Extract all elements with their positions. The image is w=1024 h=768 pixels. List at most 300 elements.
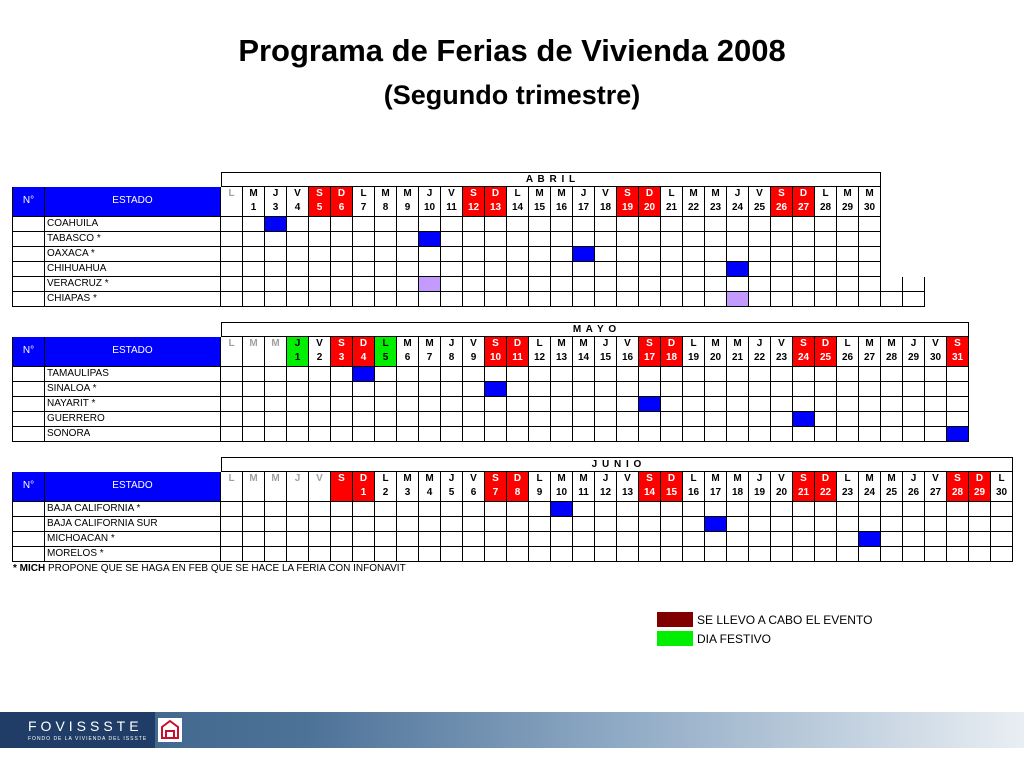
- day-cell: [771, 532, 793, 547]
- day-cell: [881, 502, 903, 517]
- day-cell: [507, 247, 529, 262]
- month-spacer: [12, 457, 221, 472]
- event-cell: [727, 262, 749, 277]
- day-cell: [661, 292, 683, 307]
- day-cell: [749, 292, 771, 307]
- day-cell: [419, 367, 441, 382]
- day-cell: [507, 232, 529, 247]
- day-number: 29: [973, 487, 986, 498]
- day-cell: [573, 532, 595, 547]
- day-cell: [771, 367, 793, 382]
- day-cell: [727, 232, 749, 247]
- day-cell: [265, 367, 287, 382]
- day-cell: [793, 382, 815, 397]
- day-cell: [551, 247, 573, 262]
- day-cell: [617, 382, 639, 397]
- day-cell: [595, 277, 617, 292]
- day-letter: V: [778, 473, 785, 484]
- day-letter: J: [602, 338, 609, 349]
- day-cell: [309, 502, 331, 517]
- day-header: [507, 337, 529, 367]
- day-cell: [925, 382, 947, 397]
- day-letter: S: [338, 338, 345, 349]
- day-number: 24: [731, 202, 744, 213]
- day-header: [551, 337, 573, 367]
- day-cell: [507, 382, 529, 397]
- day-header: [859, 472, 881, 502]
- day-cell: [793, 262, 815, 277]
- footnote-bold: * MICH: [13, 563, 46, 574]
- day-cell: [815, 397, 837, 412]
- row-num: [12, 292, 45, 307]
- day-number: 12: [533, 352, 546, 363]
- event-cell: [573, 247, 595, 262]
- day-letter: D: [513, 338, 522, 349]
- day-cell: [705, 382, 727, 397]
- day-header: [925, 337, 947, 367]
- day-cell: [837, 367, 859, 382]
- day-cell: [595, 247, 617, 262]
- day-cell: [397, 427, 419, 442]
- day-cell: [859, 502, 881, 517]
- day-letter: D: [359, 473, 368, 484]
- day-cell: [265, 547, 287, 562]
- day-number: 6: [404, 352, 411, 363]
- day-cell: [375, 292, 397, 307]
- day-cell: [287, 547, 309, 562]
- day-letter: V: [602, 188, 609, 199]
- day-cell: [573, 292, 595, 307]
- day-cell: [375, 367, 397, 382]
- day-number: 17: [643, 352, 656, 363]
- day-cell: [309, 412, 331, 427]
- day-cell: [529, 367, 551, 382]
- day-number: 22: [687, 202, 700, 213]
- day-header: [639, 187, 661, 217]
- day-cell: [925, 532, 947, 547]
- month-title: A B R I L: [221, 172, 881, 187]
- day-number: 16: [621, 352, 634, 363]
- day-cell: [529, 397, 551, 412]
- day-cell: [705, 247, 727, 262]
- day-cell: [881, 427, 903, 442]
- day-cell: [419, 547, 441, 562]
- day-header: [397, 472, 419, 502]
- day-cell: [837, 247, 859, 262]
- day-cell: [551, 532, 573, 547]
- day-cell: [837, 427, 859, 442]
- day-header: [353, 187, 375, 217]
- table-row: [12, 517, 1013, 532]
- day-cell: [903, 532, 925, 547]
- day-letter: L: [668, 188, 675, 199]
- day-letter: M: [557, 338, 566, 349]
- day-cell: [353, 247, 375, 262]
- day-letter: S: [492, 473, 499, 484]
- day-header: [287, 187, 309, 217]
- header-num: N°: [12, 187, 45, 217]
- day-cell: [331, 262, 353, 277]
- day-cell: [595, 427, 617, 442]
- day-letter: V: [624, 473, 631, 484]
- day-number: 26: [907, 487, 920, 498]
- day-cell: [441, 547, 463, 562]
- day-cell: [551, 367, 573, 382]
- event-cell: [859, 532, 881, 547]
- day-cell: [287, 292, 309, 307]
- day-number: 23: [841, 487, 854, 498]
- page-subtitle: (Segundo trimestre): [383, 80, 641, 110]
- day-number: 3: [338, 352, 345, 363]
- day-letter: J: [734, 188, 741, 199]
- day-number: 28: [819, 202, 832, 213]
- day-letter: M: [557, 473, 566, 484]
- day-cell: [287, 427, 309, 442]
- day-cell: [265, 292, 287, 307]
- day-cell: [243, 292, 265, 307]
- day-cell: [353, 517, 375, 532]
- day-letter: M: [535, 188, 544, 199]
- day-cell: [573, 367, 595, 382]
- day-cell: [639, 232, 661, 247]
- day-cell: [903, 277, 925, 292]
- table-row: [12, 382, 969, 397]
- day-cell: [837, 292, 859, 307]
- day-cell: [947, 517, 969, 532]
- day-cell: [243, 277, 265, 292]
- day-header: [793, 472, 815, 502]
- calendar-1: [12, 322, 969, 442]
- day-cell: [507, 397, 529, 412]
- day-letter: S: [338, 473, 345, 484]
- day-letter: S: [954, 473, 961, 484]
- row-num: [12, 232, 45, 247]
- day-letter: M: [579, 338, 588, 349]
- day-number: 4: [426, 487, 433, 498]
- day-letter: M: [711, 338, 720, 349]
- day-cell: [397, 247, 419, 262]
- day-cell: [529, 277, 551, 292]
- day-letter: J: [294, 338, 301, 349]
- day-letter: M: [689, 188, 698, 199]
- day-cell: [287, 262, 309, 277]
- day-cell: [639, 277, 661, 292]
- day-number: 21: [731, 352, 744, 363]
- day-letter: M: [271, 473, 280, 484]
- day-number: 30: [863, 202, 876, 213]
- day-header: [595, 337, 617, 367]
- day-header: [265, 187, 287, 217]
- event-cell: [793, 412, 815, 427]
- day-cell: [529, 547, 551, 562]
- day-cell: [683, 277, 705, 292]
- legend-holiday: [657, 631, 771, 646]
- day-cell: [507, 547, 529, 562]
- day-cell: [331, 232, 353, 247]
- day-cell: [639, 502, 661, 517]
- day-cell: [947, 502, 969, 517]
- day-header: [309, 337, 331, 367]
- day-cell: [221, 502, 243, 517]
- day-cell: [353, 292, 375, 307]
- day-cell: [683, 292, 705, 307]
- day-letter: J: [602, 473, 609, 484]
- day-cell: [397, 367, 419, 382]
- table-row: [12, 247, 925, 262]
- day-cell: [617, 367, 639, 382]
- day-header: [683, 472, 705, 502]
- day-letter: V: [470, 338, 477, 349]
- day-cell: [353, 532, 375, 547]
- day-cell: [617, 262, 639, 277]
- day-letter: V: [316, 338, 323, 349]
- day-cell: [485, 397, 507, 412]
- day-header: [441, 472, 463, 502]
- day-header: [903, 337, 925, 367]
- day-cell: [595, 292, 617, 307]
- row-state: COAHUILA: [45, 217, 221, 232]
- day-cell: [837, 382, 859, 397]
- day-cell: [793, 547, 815, 562]
- day-header: [551, 472, 573, 502]
- day-cell: [375, 262, 397, 277]
- day-letter: M: [381, 188, 390, 199]
- day-letter: L: [690, 338, 697, 349]
- day-cell: [441, 232, 463, 247]
- day-letter: L: [228, 473, 235, 484]
- day-cell: [727, 367, 749, 382]
- day-cell: [903, 547, 925, 562]
- day-cell: [661, 547, 683, 562]
- day-letter: D: [359, 338, 368, 349]
- day-header: [749, 337, 771, 367]
- day-header: [463, 337, 485, 367]
- day-header: [617, 472, 639, 502]
- header-state: ESTADO: [45, 187, 221, 217]
- day-number: 30: [929, 352, 942, 363]
- day-cell: [837, 547, 859, 562]
- day-letter: M: [865, 188, 874, 199]
- day-header: [837, 337, 859, 367]
- day-cell: [485, 367, 507, 382]
- day-cell: [661, 382, 683, 397]
- header-num: N°: [12, 472, 45, 502]
- day-header: [375, 472, 397, 502]
- day-letter: S: [492, 338, 499, 349]
- day-cell: [463, 397, 485, 412]
- day-cell: [463, 427, 485, 442]
- day-cell: [705, 367, 727, 382]
- day-cell: [661, 532, 683, 547]
- day-cell: [683, 397, 705, 412]
- day-letter: J: [448, 473, 455, 484]
- day-cell: [705, 427, 727, 442]
- day-cell: [331, 367, 353, 382]
- day-letter: J: [756, 338, 763, 349]
- day-number: 20: [643, 202, 656, 213]
- day-cell: [221, 412, 243, 427]
- day-letter: M: [733, 473, 742, 484]
- day-letter: M: [887, 473, 896, 484]
- day-header: [309, 187, 331, 217]
- day-number: 19: [753, 487, 766, 498]
- day-cell: [727, 397, 749, 412]
- day-cell: [287, 367, 309, 382]
- day-number: 5: [382, 352, 389, 363]
- day-number: 11: [578, 487, 589, 498]
- day-cell: [287, 397, 309, 412]
- day-number: 1: [294, 352, 301, 363]
- day-letter: S: [800, 473, 807, 484]
- calendar-0: [12, 172, 925, 307]
- day-number: 22: [819, 487, 832, 498]
- day-number: 16: [687, 487, 700, 498]
- day-header: [925, 472, 947, 502]
- day-cell: [947, 547, 969, 562]
- day-cell: [397, 532, 419, 547]
- day-cell: [243, 247, 265, 262]
- day-letter: M: [865, 338, 874, 349]
- day-cell: [727, 547, 749, 562]
- day-cell: [727, 382, 749, 397]
- day-cell: [705, 217, 727, 232]
- day-cell: [749, 232, 771, 247]
- day-cell: [749, 217, 771, 232]
- row-num: [12, 367, 45, 382]
- day-cell: [353, 232, 375, 247]
- day-header: [265, 337, 287, 367]
- day-number: 13: [489, 202, 502, 213]
- day-cell: [463, 232, 485, 247]
- day-cell: [221, 547, 243, 562]
- day-cell: [903, 502, 925, 517]
- day-cell: [353, 412, 375, 427]
- day-cell: [331, 382, 353, 397]
- day-cell: [815, 532, 837, 547]
- day-cell: [375, 547, 397, 562]
- day-cell: [881, 412, 903, 427]
- day-cell: [551, 427, 573, 442]
- day-number: 24: [797, 352, 810, 363]
- day-cell: [617, 277, 639, 292]
- day-cell: [947, 532, 969, 547]
- row-num: [12, 382, 45, 397]
- day-header: [947, 472, 969, 502]
- day-number: 15: [665, 487, 678, 498]
- day-number: 15: [533, 202, 546, 213]
- day-letter: L: [228, 188, 235, 199]
- day-header: [507, 187, 529, 217]
- day-number: 19: [687, 352, 700, 363]
- day-cell: [617, 232, 639, 247]
- day-header: [881, 337, 903, 367]
- day-header: [309, 472, 331, 502]
- day-cell: [507, 427, 529, 442]
- day-header: [661, 187, 683, 217]
- day-cell: [661, 427, 683, 442]
- day-letter: V: [756, 188, 763, 199]
- day-cell: [859, 397, 881, 412]
- day-cell: [353, 262, 375, 277]
- day-letter: M: [579, 473, 588, 484]
- day-cell: [287, 517, 309, 532]
- day-cell: [309, 292, 331, 307]
- day-cell: [529, 262, 551, 277]
- day-cell: [485, 262, 507, 277]
- day-cell: [815, 427, 837, 442]
- day-cell: [639, 247, 661, 262]
- day-cell: [771, 412, 793, 427]
- day-cell: [573, 502, 595, 517]
- day-letter: M: [733, 338, 742, 349]
- day-cell: [595, 262, 617, 277]
- day-number: 19: [621, 202, 634, 213]
- day-header: [485, 337, 507, 367]
- day-cell: [375, 277, 397, 292]
- day-cell: [881, 367, 903, 382]
- day-cell: [397, 547, 419, 562]
- day-header: [595, 187, 617, 217]
- day-cell: [925, 412, 947, 427]
- day-number: 5: [316, 202, 323, 213]
- day-cell: [595, 547, 617, 562]
- day-cell: [463, 517, 485, 532]
- day-cell: [243, 532, 265, 547]
- day-number: 27: [863, 352, 876, 363]
- day-cell: [815, 262, 837, 277]
- day-cell: [793, 247, 815, 262]
- day-cell: [353, 502, 375, 517]
- day-cell: [265, 517, 287, 532]
- day-number: 31: [951, 352, 964, 363]
- day-letter: V: [448, 188, 455, 199]
- day-cell: [551, 547, 573, 562]
- day-cell: [265, 247, 287, 262]
- day-cell: [683, 262, 705, 277]
- day-cell: [639, 532, 661, 547]
- day-cell: [353, 217, 375, 232]
- day-letter: M: [249, 188, 258, 199]
- day-number: 11: [512, 352, 523, 363]
- day-cell: [287, 232, 309, 247]
- day-number: 1: [360, 487, 367, 498]
- day-cell: [793, 517, 815, 532]
- row-state: CHIHUAHUA: [45, 262, 221, 277]
- day-header: [397, 187, 419, 217]
- day-letter: M: [557, 188, 566, 199]
- day-cell: [683, 532, 705, 547]
- day-number: 14: [511, 202, 524, 213]
- day-cell: [881, 292, 903, 307]
- row-num: [12, 547, 45, 562]
- day-cell: [639, 382, 661, 397]
- day-cell: [419, 412, 441, 427]
- day-cell: [419, 397, 441, 412]
- day-cell: [793, 292, 815, 307]
- day-cell: [221, 397, 243, 412]
- row-state: CHIAPAS *: [45, 292, 221, 307]
- day-cell: [331, 247, 353, 262]
- day-cell: [375, 532, 397, 547]
- day-cell: [331, 517, 353, 532]
- day-header: [243, 187, 265, 217]
- row-num: [12, 277, 45, 292]
- day-cell: [903, 367, 925, 382]
- day-cell: [793, 397, 815, 412]
- table-row: [12, 412, 969, 427]
- day-letter: S: [646, 473, 653, 484]
- day-cell: [529, 292, 551, 307]
